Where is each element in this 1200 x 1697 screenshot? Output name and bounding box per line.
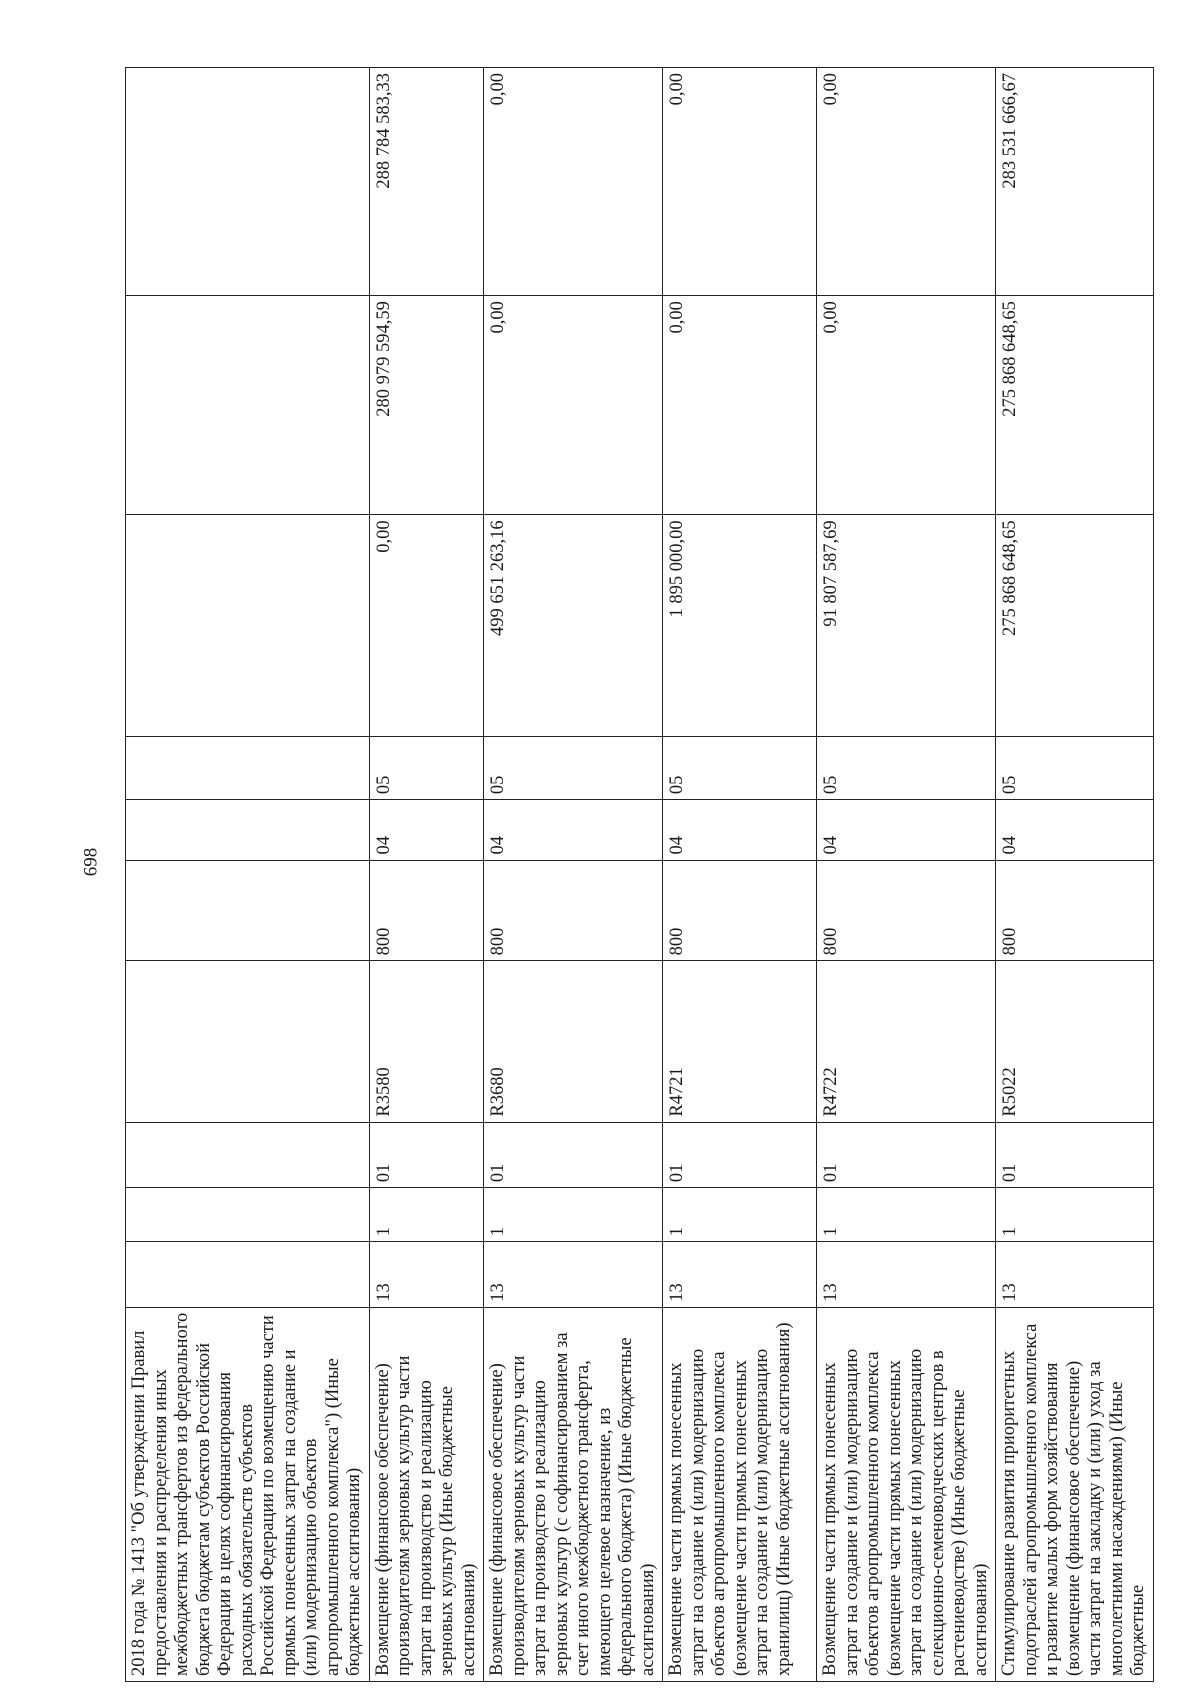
page-number [76, 842, 106, 882]
amount-2020: 0,00 [484, 296, 663, 515]
vr-code: 800 [484, 860, 663, 961]
gp-code: 13 [369, 1242, 484, 1308]
rz-code [126, 800, 370, 860]
table-row [484, 68, 663, 1682]
amount-2021: 288 784 583,33 [369, 68, 484, 296]
table-row [126, 68, 370, 1682]
om-code: 01 [996, 1122, 1154, 1188]
vr-code: 800 [369, 860, 484, 961]
rz-code: 04 [996, 800, 1154, 860]
pr-code: 05 [817, 737, 996, 800]
pp-code: 1 [369, 1188, 484, 1242]
amount-2021: 0,00 [817, 68, 996, 296]
amount-2021: 283 531 666,67 [996, 68, 1154, 296]
row-description: 2018 года № 1413 "Об утверждении Правил предоставления и распределения иных межбюджетных трансфертов из федерального бюджета бюджетам субъектов Российской Федерации в целях софинансирования расходных обязательств субъектов Российской Федерации по возмещению части прямых понесенных затрат на создание и (или) модернизацию объектов агропромышленного комплекса") (Иные бюджетные ассигнования) [126, 1307, 370, 1681]
amount-2020 [126, 296, 370, 515]
row-description: Возмещение части прямых понесенных затрат на создание и (или) модернизацию объектов агропромышленного комплекса (возмещение части прямых понесенных затрат на создание и (или) модернизацию селекционно-семеноводческих центров в растениеводстве) (Иные бюджетные ассигнования) [817, 1307, 996, 1681]
direction-code [126, 961, 370, 1122]
gp-code: 13 [484, 1242, 663, 1308]
gp-code [126, 1242, 370, 1308]
row-description: Возмещение (финансовое обеспечение) производителям зерновых культур части затрат на производство и реализацию зерновых культур (Иные бюджетные ассигнования) [369, 1307, 484, 1681]
row-description: Стимулирование развития приоритетных подотраслей агропромышленного комплекса и развитие малых форм хозяйствования (возмещение (финансовое обеспечение) части затрат на закладку и (или) уход за многолетними насаждениями) (Иные бюджетные [996, 1307, 1154, 1681]
amount-2019: 1 895 000,00 [663, 515, 817, 737]
budget-table-container [125, 67, 1148, 1682]
pr-code: 05 [996, 737, 1154, 800]
amount-2019 [126, 515, 370, 737]
table-row [369, 68, 484, 1682]
table-row [663, 68, 817, 1682]
amount-2019: 499 651 263,16 [484, 515, 663, 737]
amount-2020: 0,00 [817, 296, 996, 515]
direction-code: R4721 [663, 961, 817, 1122]
pr-code [126, 737, 370, 800]
vr-code [126, 860, 370, 961]
rz-code: 04 [484, 800, 663, 860]
direction-code: R5022 [996, 961, 1154, 1122]
gp-code: 13 [663, 1242, 817, 1308]
pp-code [126, 1188, 370, 1242]
row-description: Возмещение части прямых понесенных затрат на создание и (или) модернизацию объектов агропромышленного комплекса (возмещение части прямых понесенных затрат на создание и (или) модернизацию хранилищ) (Иные бюджетные ассигнования) [663, 1307, 817, 1681]
vr-code: 800 [996, 860, 1154, 961]
vr-code: 800 [817, 860, 996, 961]
amount-2019: 91 807 587,69 [817, 515, 996, 737]
pr-code: 05 [484, 737, 663, 800]
amount-2019: 275 868 648,65 [996, 515, 1154, 737]
amount-2020: 275 868 648,65 [996, 296, 1154, 515]
budget-table [125, 67, 1154, 1682]
pp-code: 1 [663, 1188, 817, 1242]
om-code: 01 [663, 1122, 817, 1188]
gp-code: 13 [996, 1242, 1154, 1308]
pp-code: 1 [817, 1188, 996, 1242]
direction-code: R3680 [484, 961, 663, 1122]
pp-code: 1 [996, 1188, 1154, 1242]
pp-code: 1 [484, 1188, 663, 1242]
amount-2021: 0,00 [663, 68, 817, 296]
om-code: 01 [484, 1122, 663, 1188]
amount-2021 [126, 68, 370, 296]
amount-2021: 0,00 [484, 68, 663, 296]
amount-2020: 0,00 [663, 296, 817, 515]
amount-2020: 280 979 594,59 [369, 296, 484, 515]
om-code [126, 1122, 370, 1188]
rz-code: 04 [817, 800, 996, 860]
rz-code: 04 [663, 800, 817, 860]
direction-code: R4722 [817, 961, 996, 1122]
table-row [996, 68, 1154, 1682]
amount-2019: 0,00 [369, 515, 484, 737]
vr-code: 800 [663, 860, 817, 961]
gp-code: 13 [817, 1242, 996, 1308]
budget-table-rotated [125, 67, 1148, 1682]
page-number-text: 698 [80, 847, 101, 877]
direction-code: R3580 [369, 961, 484, 1122]
row-description: Возмещение (финансовое обеспечение) производителям зерновых культур части затрат на производство и реализацию зерновых культур (с софинансированием за счет иного межбюджетного трансферта, имеющего целевое назначение, из федерального бюджета) (Иные бюджетные ассигнования) [484, 1307, 663, 1681]
om-code: 01 [369, 1122, 484, 1188]
table-row [817, 68, 996, 1682]
pr-code: 05 [663, 737, 817, 800]
rz-code: 04 [369, 800, 484, 860]
pr-code: 05 [369, 737, 484, 800]
om-code: 01 [817, 1122, 996, 1188]
